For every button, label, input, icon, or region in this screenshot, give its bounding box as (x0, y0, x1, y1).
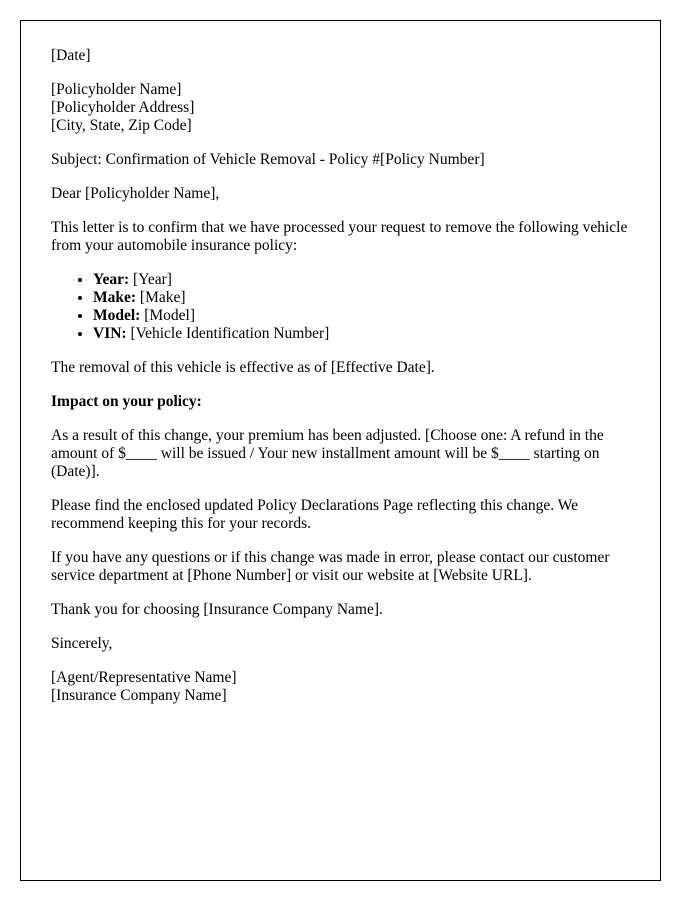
recipient-name: [Policyholder Name] (51, 81, 182, 98)
signature-block (51, 669, 630, 705)
vehicle-detail-value: [Make] (136, 289, 186, 306)
impact-heading: Impact on your policy: (51, 393, 202, 410)
enclosure-paragraph: Please find the enclosed updated Policy Declarations Page reflecting this change. We recommend keeping this for your records. (51, 497, 579, 532)
vehicle-detail-value: [Model] (140, 307, 196, 324)
vehicle-detail-year (93, 271, 630, 289)
vehicle-detail-label: Model: (93, 307, 141, 324)
vehicle-detail-label: Year: (93, 271, 130, 288)
vehicle-detail-vin (93, 325, 630, 343)
effective-date-line: The removal of this vehicle is effective as of [Effective Date]. (51, 359, 435, 376)
letter-page (20, 20, 661, 881)
thanks-line: Thank you for choosing [Insurance Company Name]. (51, 601, 383, 618)
recipient-address: [Policyholder Address] (51, 99, 195, 116)
recipient-city-state-zip: [City, State, Zip Code] (51, 117, 192, 134)
vehicle-detail-label: VIN: (93, 325, 127, 342)
closing-line: Sincerely, (51, 635, 113, 652)
vehicle-detail-model (93, 307, 630, 325)
recipient-block (51, 81, 630, 135)
contact-paragraph: If you have any questions or if this change was made in error, please contact our customer service department at [Phone Number] or visit our website at [Website URL]. (51, 549, 610, 584)
vehicle-detail-value: [Vehicle Identification Number] (126, 325, 330, 342)
vehicle-detail-value: [Year] (129, 271, 172, 288)
salutation: Dear [Policyholder Name], (51, 185, 220, 202)
date-line: [Date] (51, 47, 91, 64)
signature-company-name: [Insurance Company Name] (51, 687, 227, 704)
signature-agent-name: [Agent/Representative Name] (51, 669, 237, 686)
vehicle-details-list (51, 271, 630, 343)
subject-line: Subject: Confirmation of Vehicle Removal - Policy #[Policy Number] (51, 151, 485, 168)
vehicle-detail-make (93, 289, 630, 307)
intro-paragraph: This letter is to confirm that we have processed your request to remove the following vehicle from your automobile insurance policy: (51, 219, 628, 254)
impact-paragraph: As a result of this change, your premium has been adjusted. [Choose one: A refund in the amount of $____ will be issued / Your new installment amount will be $____ starting on (Date)]. (51, 427, 604, 480)
vehicle-detail-label: Make: (93, 289, 137, 306)
